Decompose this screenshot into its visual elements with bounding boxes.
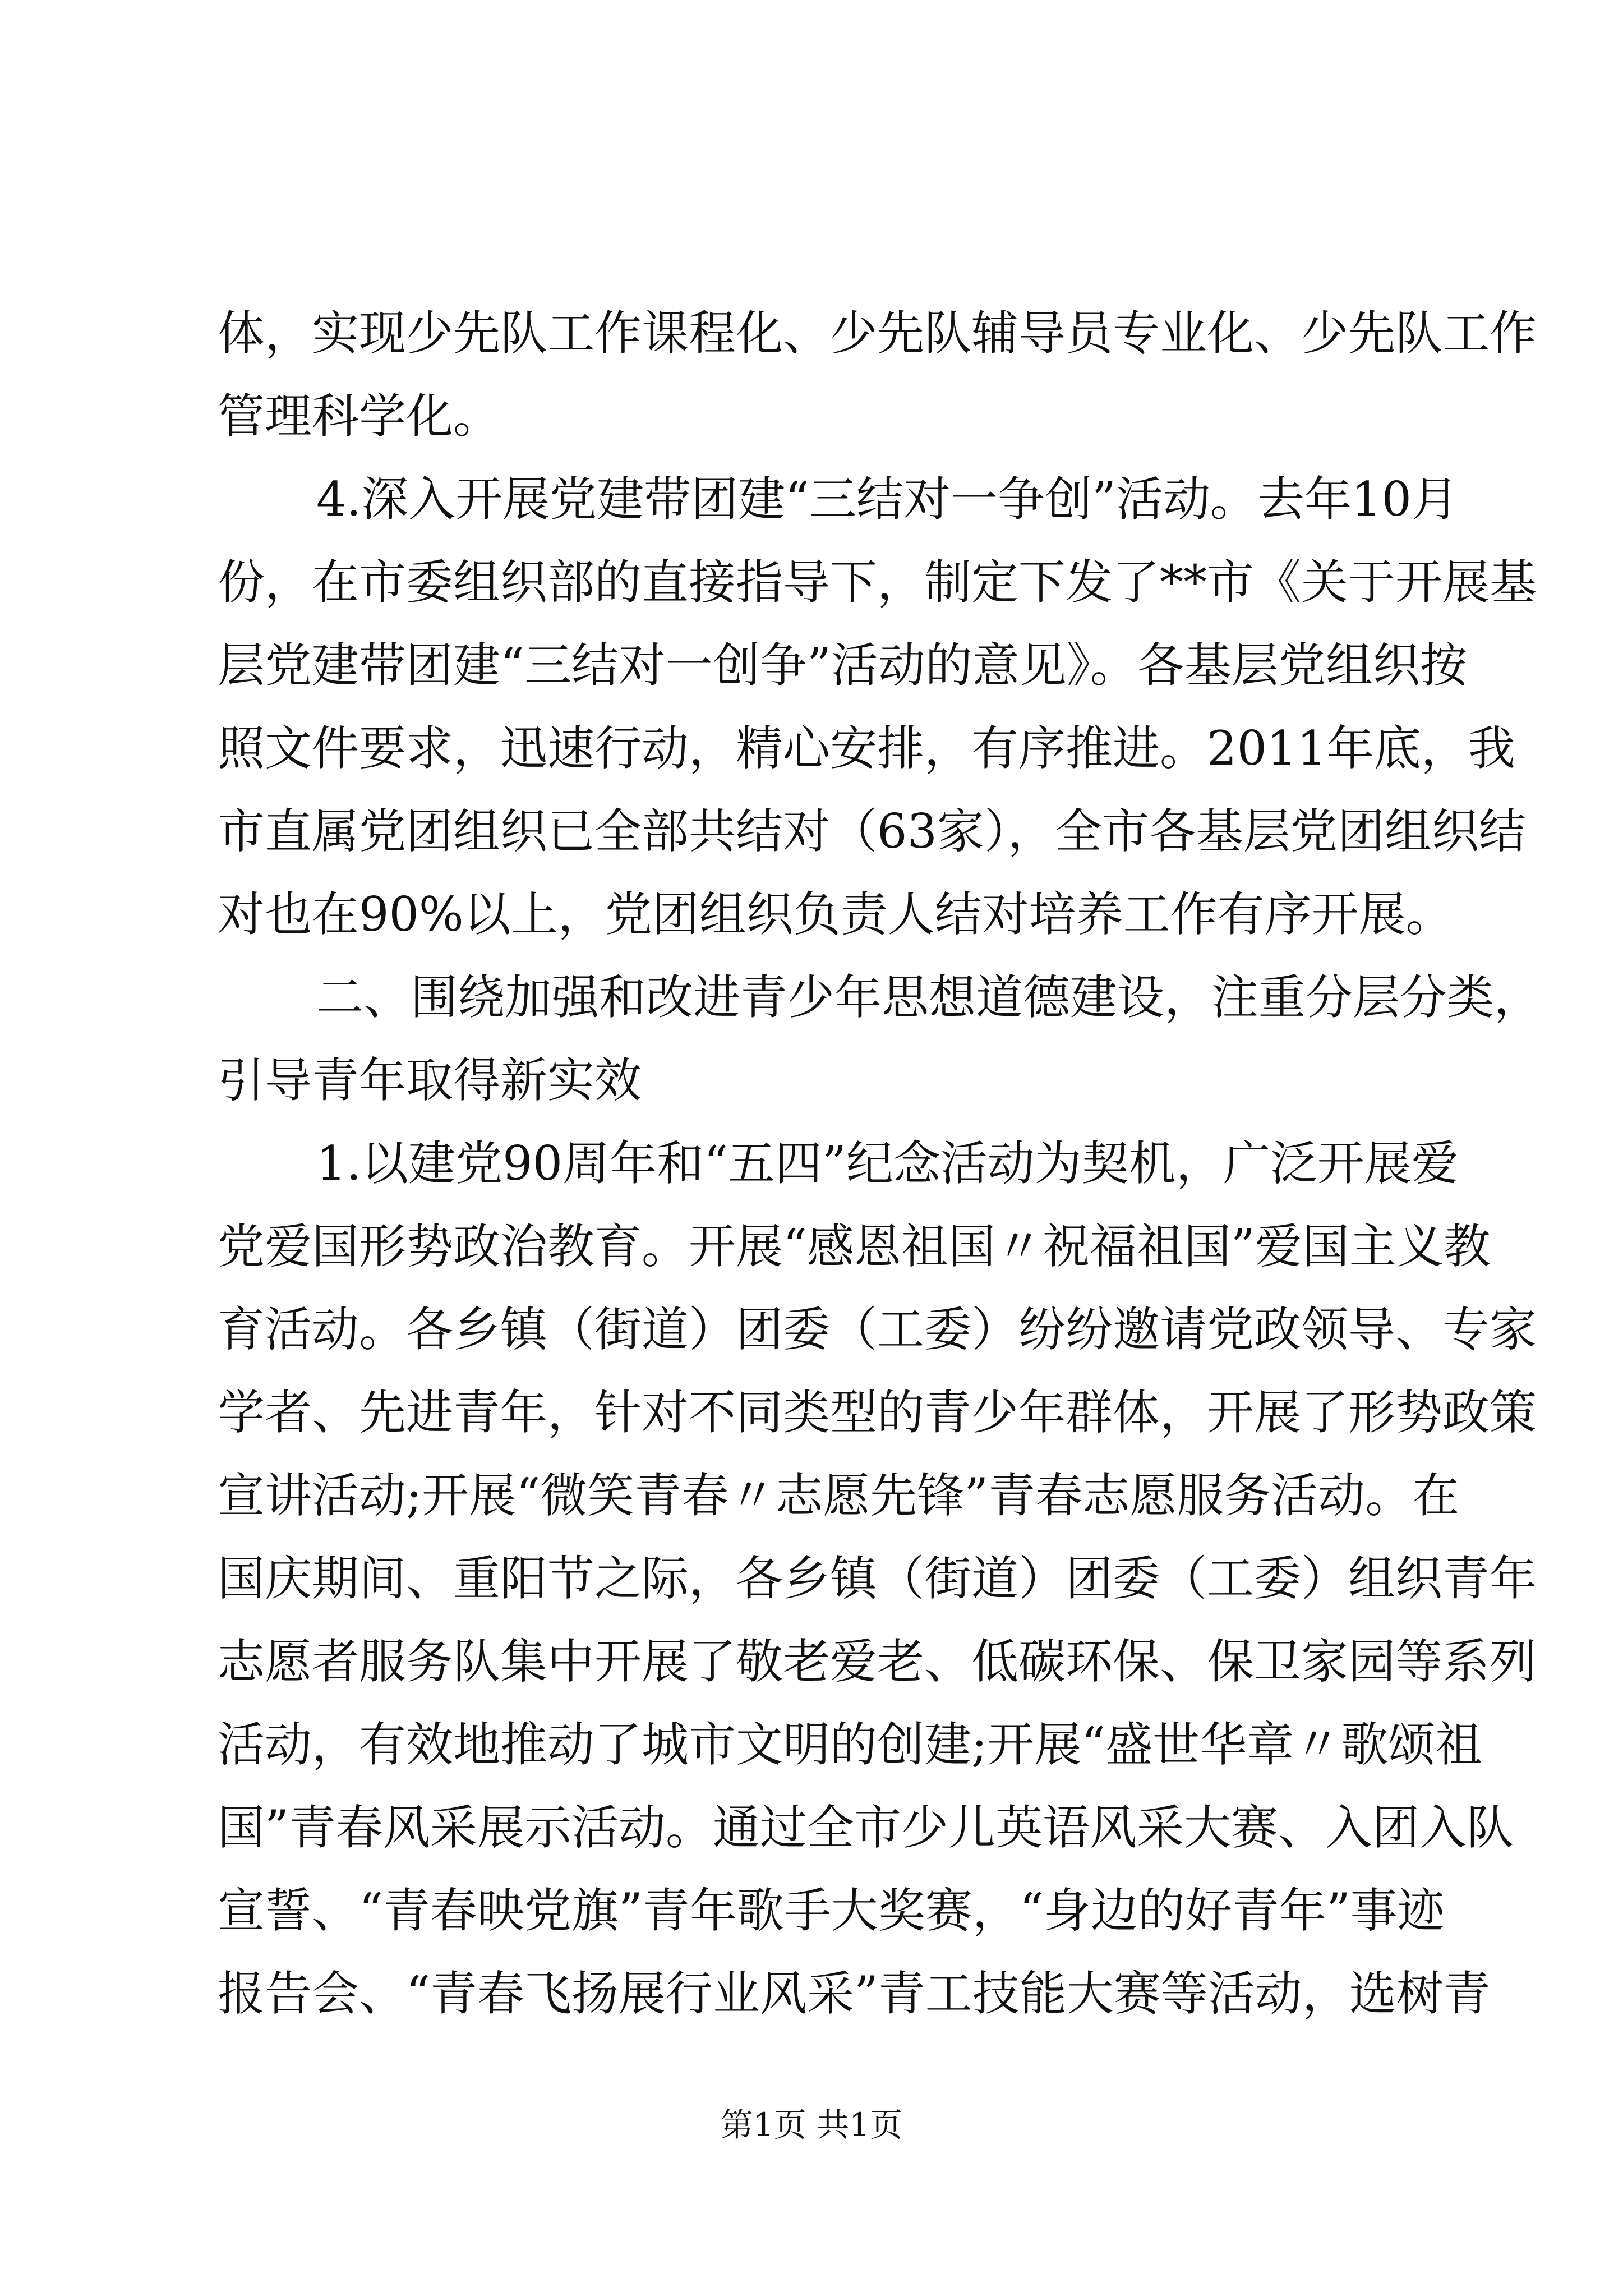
text-line: 市直属党团组织已全部共结对（63家），全市各基层党团组织结 (218, 804, 1526, 859)
text-line: 宣讲活动;开展“微笑青春〃志愿先锋”青春志愿服务活动。在 (218, 1468, 1460, 1523)
text-line: 体，实现少先队工作课程化、少先队辅导员专业化、少先队工作 (218, 306, 1537, 361)
text-line: 活动，有效地推动了城市文明的创建;开展“盛世华章〃歌颂祖 (218, 1717, 1483, 1772)
text-line: 管理科学化。 (218, 389, 501, 444)
text-line: 国庆期间、重阳节之际，各乡镇（街道）团委（工委）组织青年 (218, 1551, 1537, 1606)
text-line: 层党建带团建“三结对一创争”活动的意见》。各基层党组织按 (218, 638, 1467, 693)
document-body (218, 292, 1542, 2035)
text-line: 学者、先进青年，针对不同类型的青少年群体，开展了形势政策 (218, 1385, 1537, 1440)
section-heading-line: 二、围绕加强和改进青少年思想道德建设，注重分层分类， (316, 970, 1542, 1025)
text-line: 志愿者服务队集中开展了敬老爱老、低碳环保、保卫家园等系列 (218, 1634, 1537, 1689)
text-line: 4.深入开展党建带团建“三结对一争创”活动。去年10月 (316, 472, 1459, 527)
text-line: 党爱国形势政治教育。开展“感恩祖国〃祝福祖国”爱国主义教 (218, 1219, 1491, 1274)
text-line: 1.以建党90周年和“五四”纪念活动为契机，广泛开展爱 (316, 1136, 1459, 1191)
text-line: 国”青春风采展示活动。通过全市少儿英语风采大赛、入团入队 (218, 1800, 1514, 1855)
text-line: 育活动。各乡镇（街道）团委（工委）纷纷邀请党政领导、专家 (218, 1302, 1537, 1357)
text-line: 对也在90%以上，党团组织负责人结对培养工作有序开展。 (218, 887, 1453, 942)
text-line: 宣誓、“青春映党旗”青年歌手大奖赛，“身边的好青年”事迹 (218, 1883, 1445, 1938)
section-heading-line: 引导青年取得新实效 (218, 1053, 642, 1108)
text-line: 份，在市委组织部的直接指导下，制定下发了**市《关于开展基 (218, 555, 1537, 610)
page-footer: 第1页 共1页 (720, 2106, 903, 2144)
text-line: 报告会、“青春飞扬展行业风采”青工技能大赛等活动，选树青 (218, 1966, 1491, 2021)
text-line: 照文件要求，迅速行动，精心安排，有序推进。2011年底，我 (218, 721, 1515, 776)
